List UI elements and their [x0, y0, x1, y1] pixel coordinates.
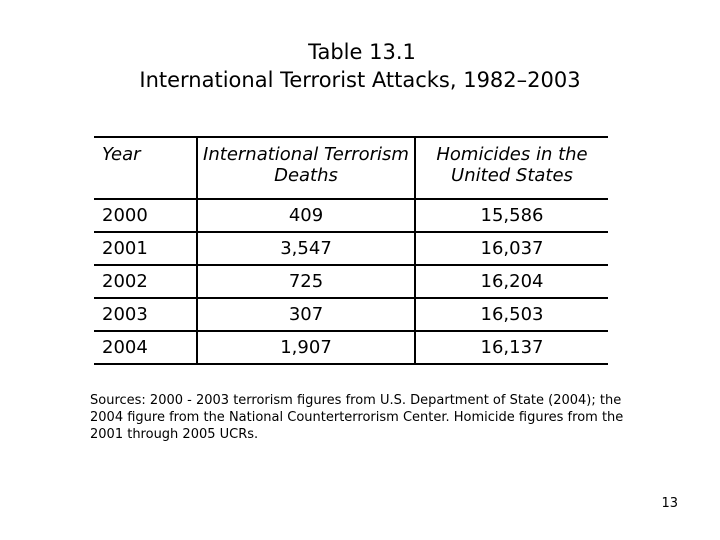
- cell-year: 2004: [102, 337, 148, 358]
- cell-deaths: 409: [197, 199, 415, 232]
- table-row: [94, 232, 608, 265]
- cell-deaths: 1,907: [197, 331, 415, 364]
- cell-deaths: 307: [197, 298, 415, 331]
- table-row: [94, 331, 608, 364]
- table-row: [94, 199, 608, 232]
- table-number-title: Table 13.1: [308, 40, 416, 64]
- cell-deaths: 725: [197, 265, 415, 298]
- data-table: [94, 136, 608, 365]
- cell-year: 2003: [102, 304, 148, 325]
- header-terrorism-deaths: International Terrorism Deaths: [197, 137, 415, 199]
- table-title: International Terrorist Attacks, 1982–2003: [139, 68, 581, 92]
- cell-year: 2001: [102, 238, 148, 259]
- cell-homicides: 16,204: [480, 271, 544, 292]
- sources-note: Sources: 2000 - 2003 terrorism figures from U.S. Department of State (2004); the 2004 figure from the National Counterterrorism Center. Homicide figures from the 2001 through 2005 UCRs.: [90, 393, 624, 442]
- cell-year: 2000: [102, 205, 148, 226]
- cell-homicides: 15,586: [480, 205, 544, 226]
- header-year: Year: [102, 144, 141, 165]
- page-number: 13: [661, 496, 678, 511]
- table-row: [94, 265, 608, 298]
- cell-homicides: 16,503: [480, 304, 544, 325]
- cell-year: 2002: [102, 271, 148, 292]
- cell-homicides: 16,137: [480, 337, 544, 358]
- header-homicides: Homicides in the United States: [436, 144, 588, 186]
- table-row: [94, 298, 608, 331]
- cell-homicides: 16,037: [480, 238, 544, 259]
- cell-deaths: 3,547: [197, 232, 415, 265]
- title-block: [0, 38, 720, 94]
- header-row: [94, 137, 608, 199]
